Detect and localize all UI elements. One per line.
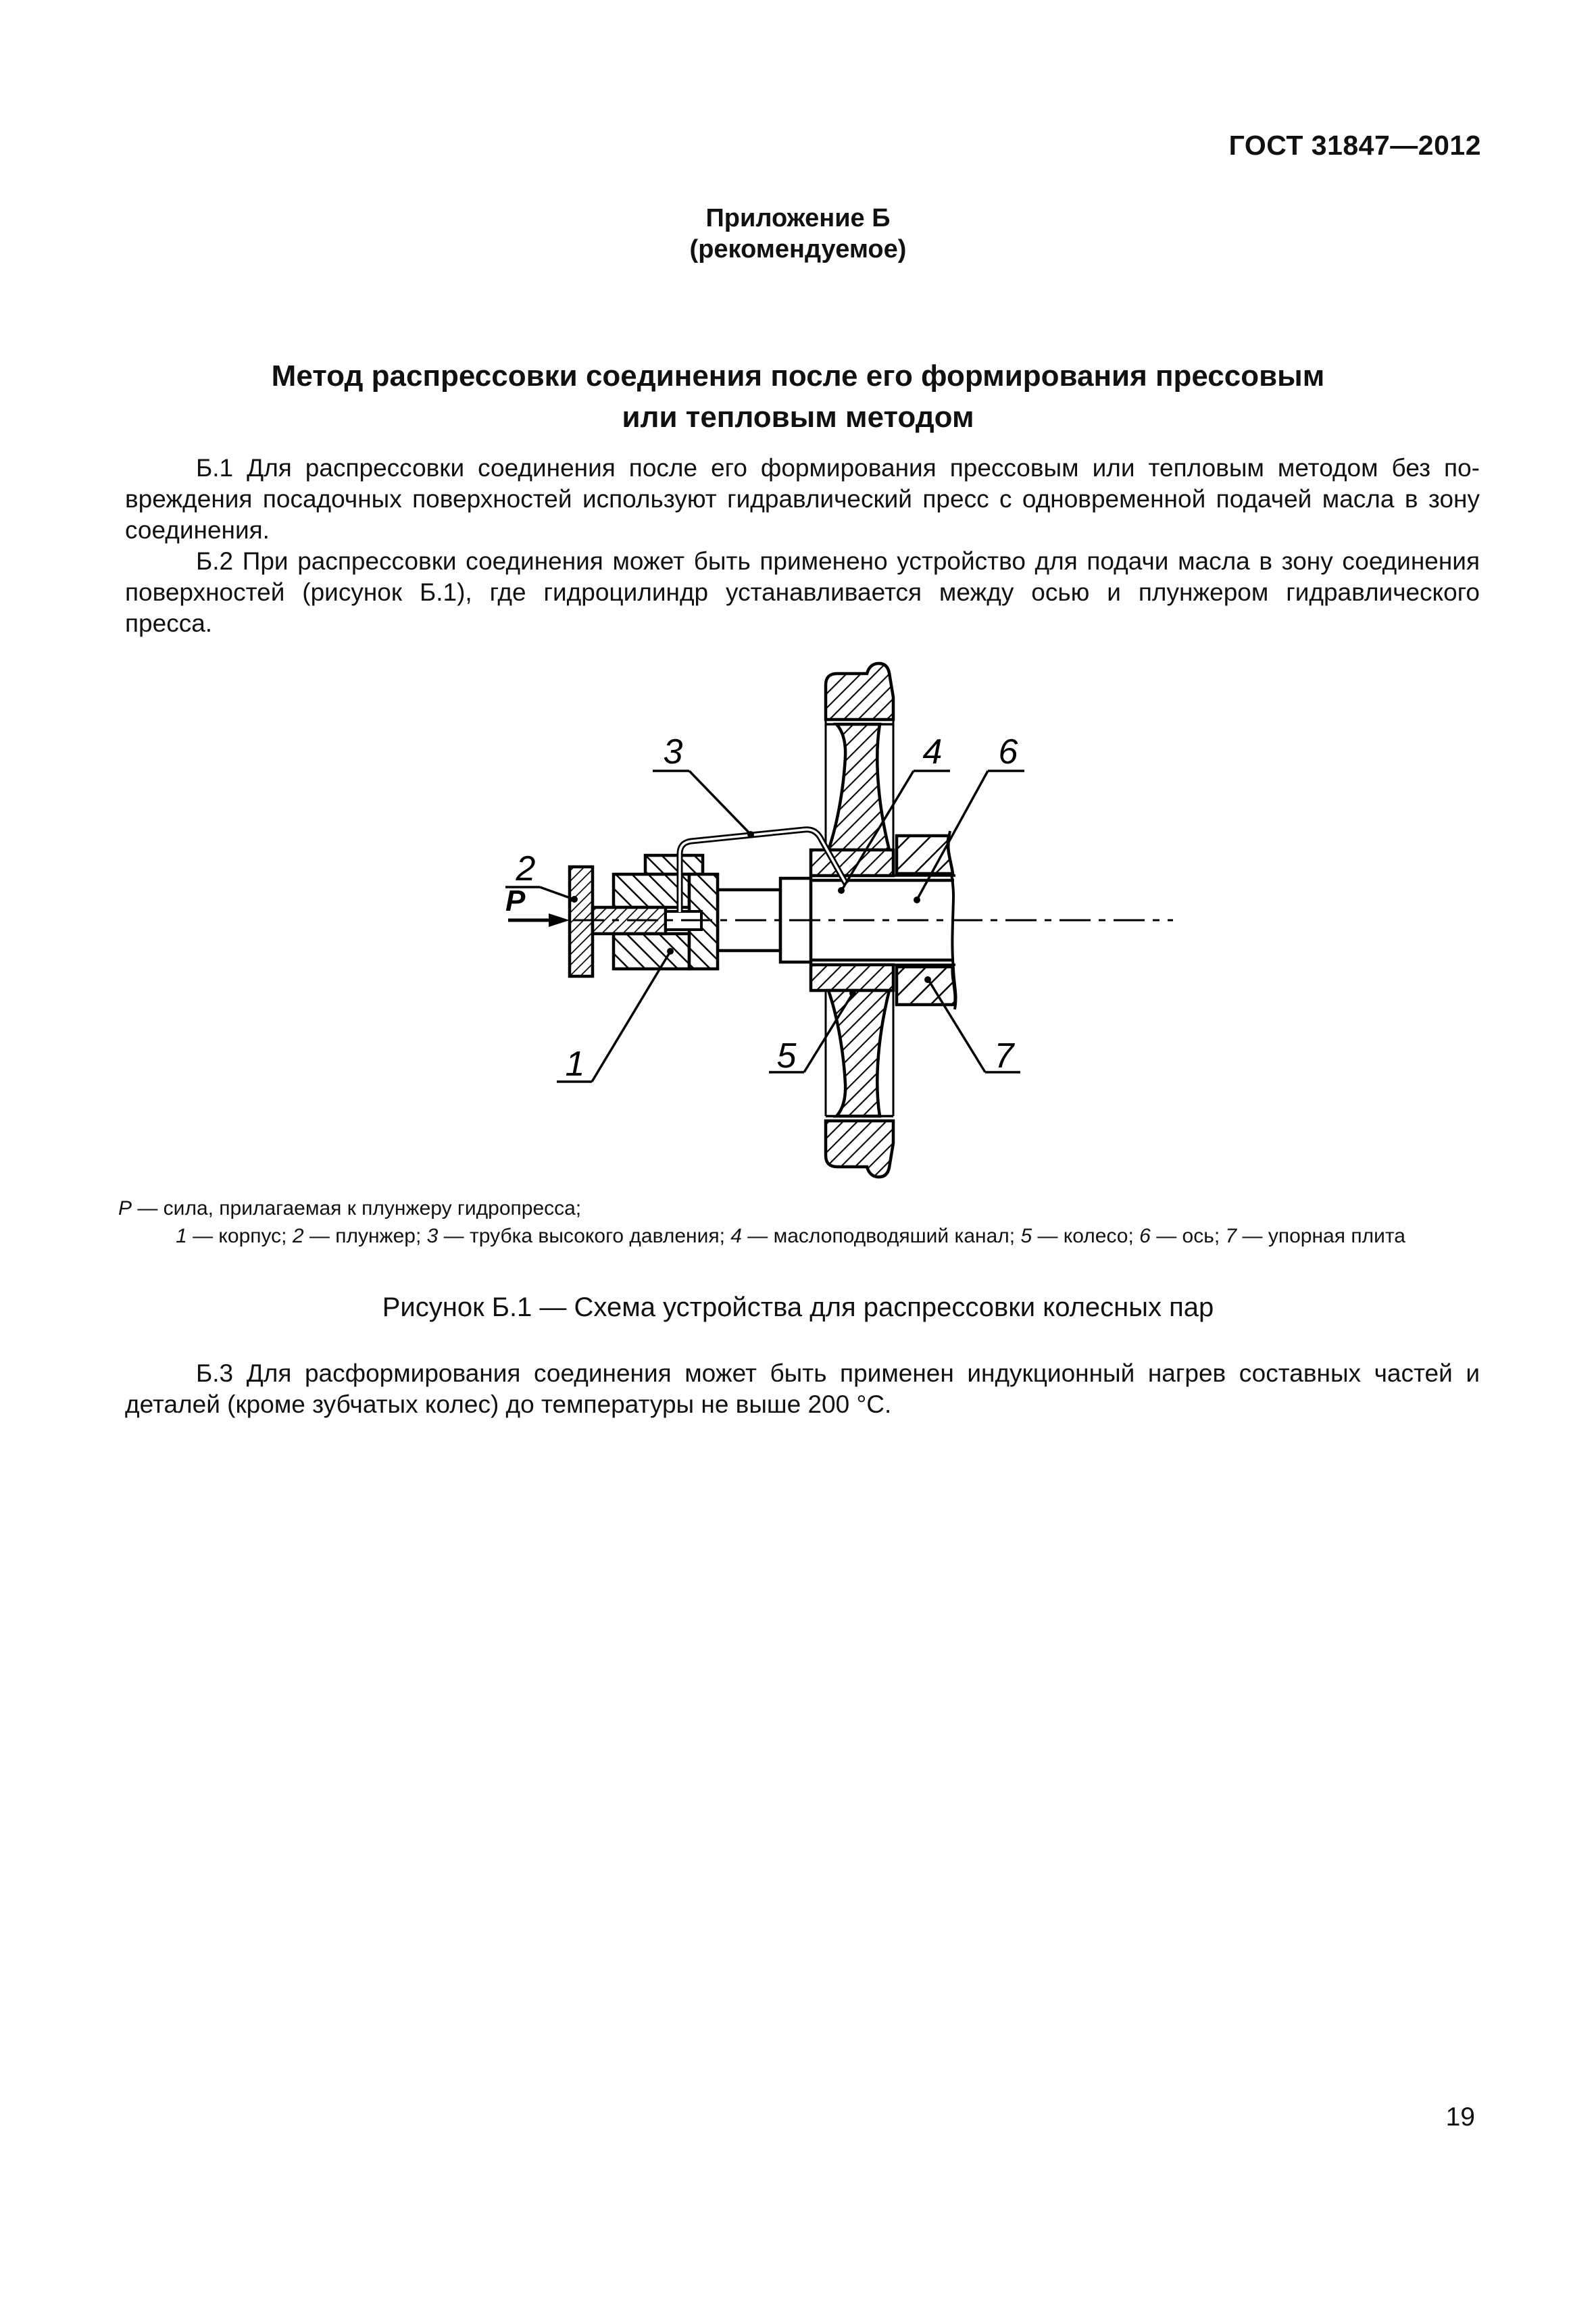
force-label: P [505,884,526,917]
paragraph-line: пресса. [125,609,213,637]
paragraph-line: Б.1 Для распрессовки соединения после его формирования прессовым или тепловым методом без по- [196,454,1480,482]
wheel-rim-top [826,663,893,720]
section-title [0,355,1596,438]
callout-3: 3 [663,732,683,772]
figure-b1-drawing [493,649,1189,1209]
callout-6: 6 [998,732,1018,772]
paragraph-b1 [125,453,1480,546]
paragraph-b2 [125,546,1480,639]
wheel-rim-bottom [826,1121,893,1177]
plunger-plate [570,867,593,976]
figure-legend-force: P — сила, прилагаемая к плунжеру гидропресса; [118,1197,582,1219]
paragraph-line: соединения. [125,516,270,544]
appendix-label: Приложение Б [705,204,891,232]
paragraph-line: Б.2 При распрессовки соединения может быть применено устройство для подачи масла в зону соединения [196,547,1480,575]
page-number: 19 [1445,2103,1475,2132]
appendix-heading [0,203,1596,265]
callout-4: 4 [922,732,943,772]
callout-5: 5 [776,1036,797,1076]
callout-7: 7 [994,1036,1014,1076]
paragraph-line: Б.3 Для расформирования соединения может быть применен индукционный нагрев составных частей и [196,1359,1480,1387]
thrust-plate-bottom [897,967,955,1005]
force-arrow [505,884,570,927]
gost-standard-header: ГОСТ 31847—2012 [1228,130,1481,161]
callout-1: 1 [565,1045,585,1084]
figure-legend-items: 1 — корпус; 2 — плунжер; 3 — трубка высокого давления; 4 — маслоподводяший канал; 5 — колесо; 6 — ось; 7 — упорная плита [176,1225,1405,1247]
paragraph-b3 [125,1358,1480,1420]
section-title-line2: или тепловым методом [622,401,974,434]
paragraph-line: вреждения посадочных поверхностей используют гидравлический пресс с одновременной подачей масла в зону [125,485,1480,513]
arrow-head-icon [549,913,570,927]
paragraph-line: поверхностей (рисунок Б.1), где гидроцилиндр устанавливается между осью и плунжером гидравлического [125,578,1480,606]
wheel-web-bottom [828,990,889,1116]
paragraph-line: деталей (кроме зубчатых колес) до температуры не выше 200 °С. [125,1390,892,1418]
thrust-plate-top [897,836,953,874]
appendix-status: (рекомендуемое) [689,235,907,263]
wheel-web-top [828,724,889,850]
wheel-hub-bottom [811,965,893,990]
section-title-line1: Метод распрессовки соединения после его формирования прессовым [271,359,1325,393]
callout-2: 2 [516,849,536,888]
body-bottom [614,934,689,969]
body-boss [645,855,703,874]
figure-caption: Рисунок Б.1 — Схема устройства для распрессовки колесных пар [382,1292,1214,1322]
